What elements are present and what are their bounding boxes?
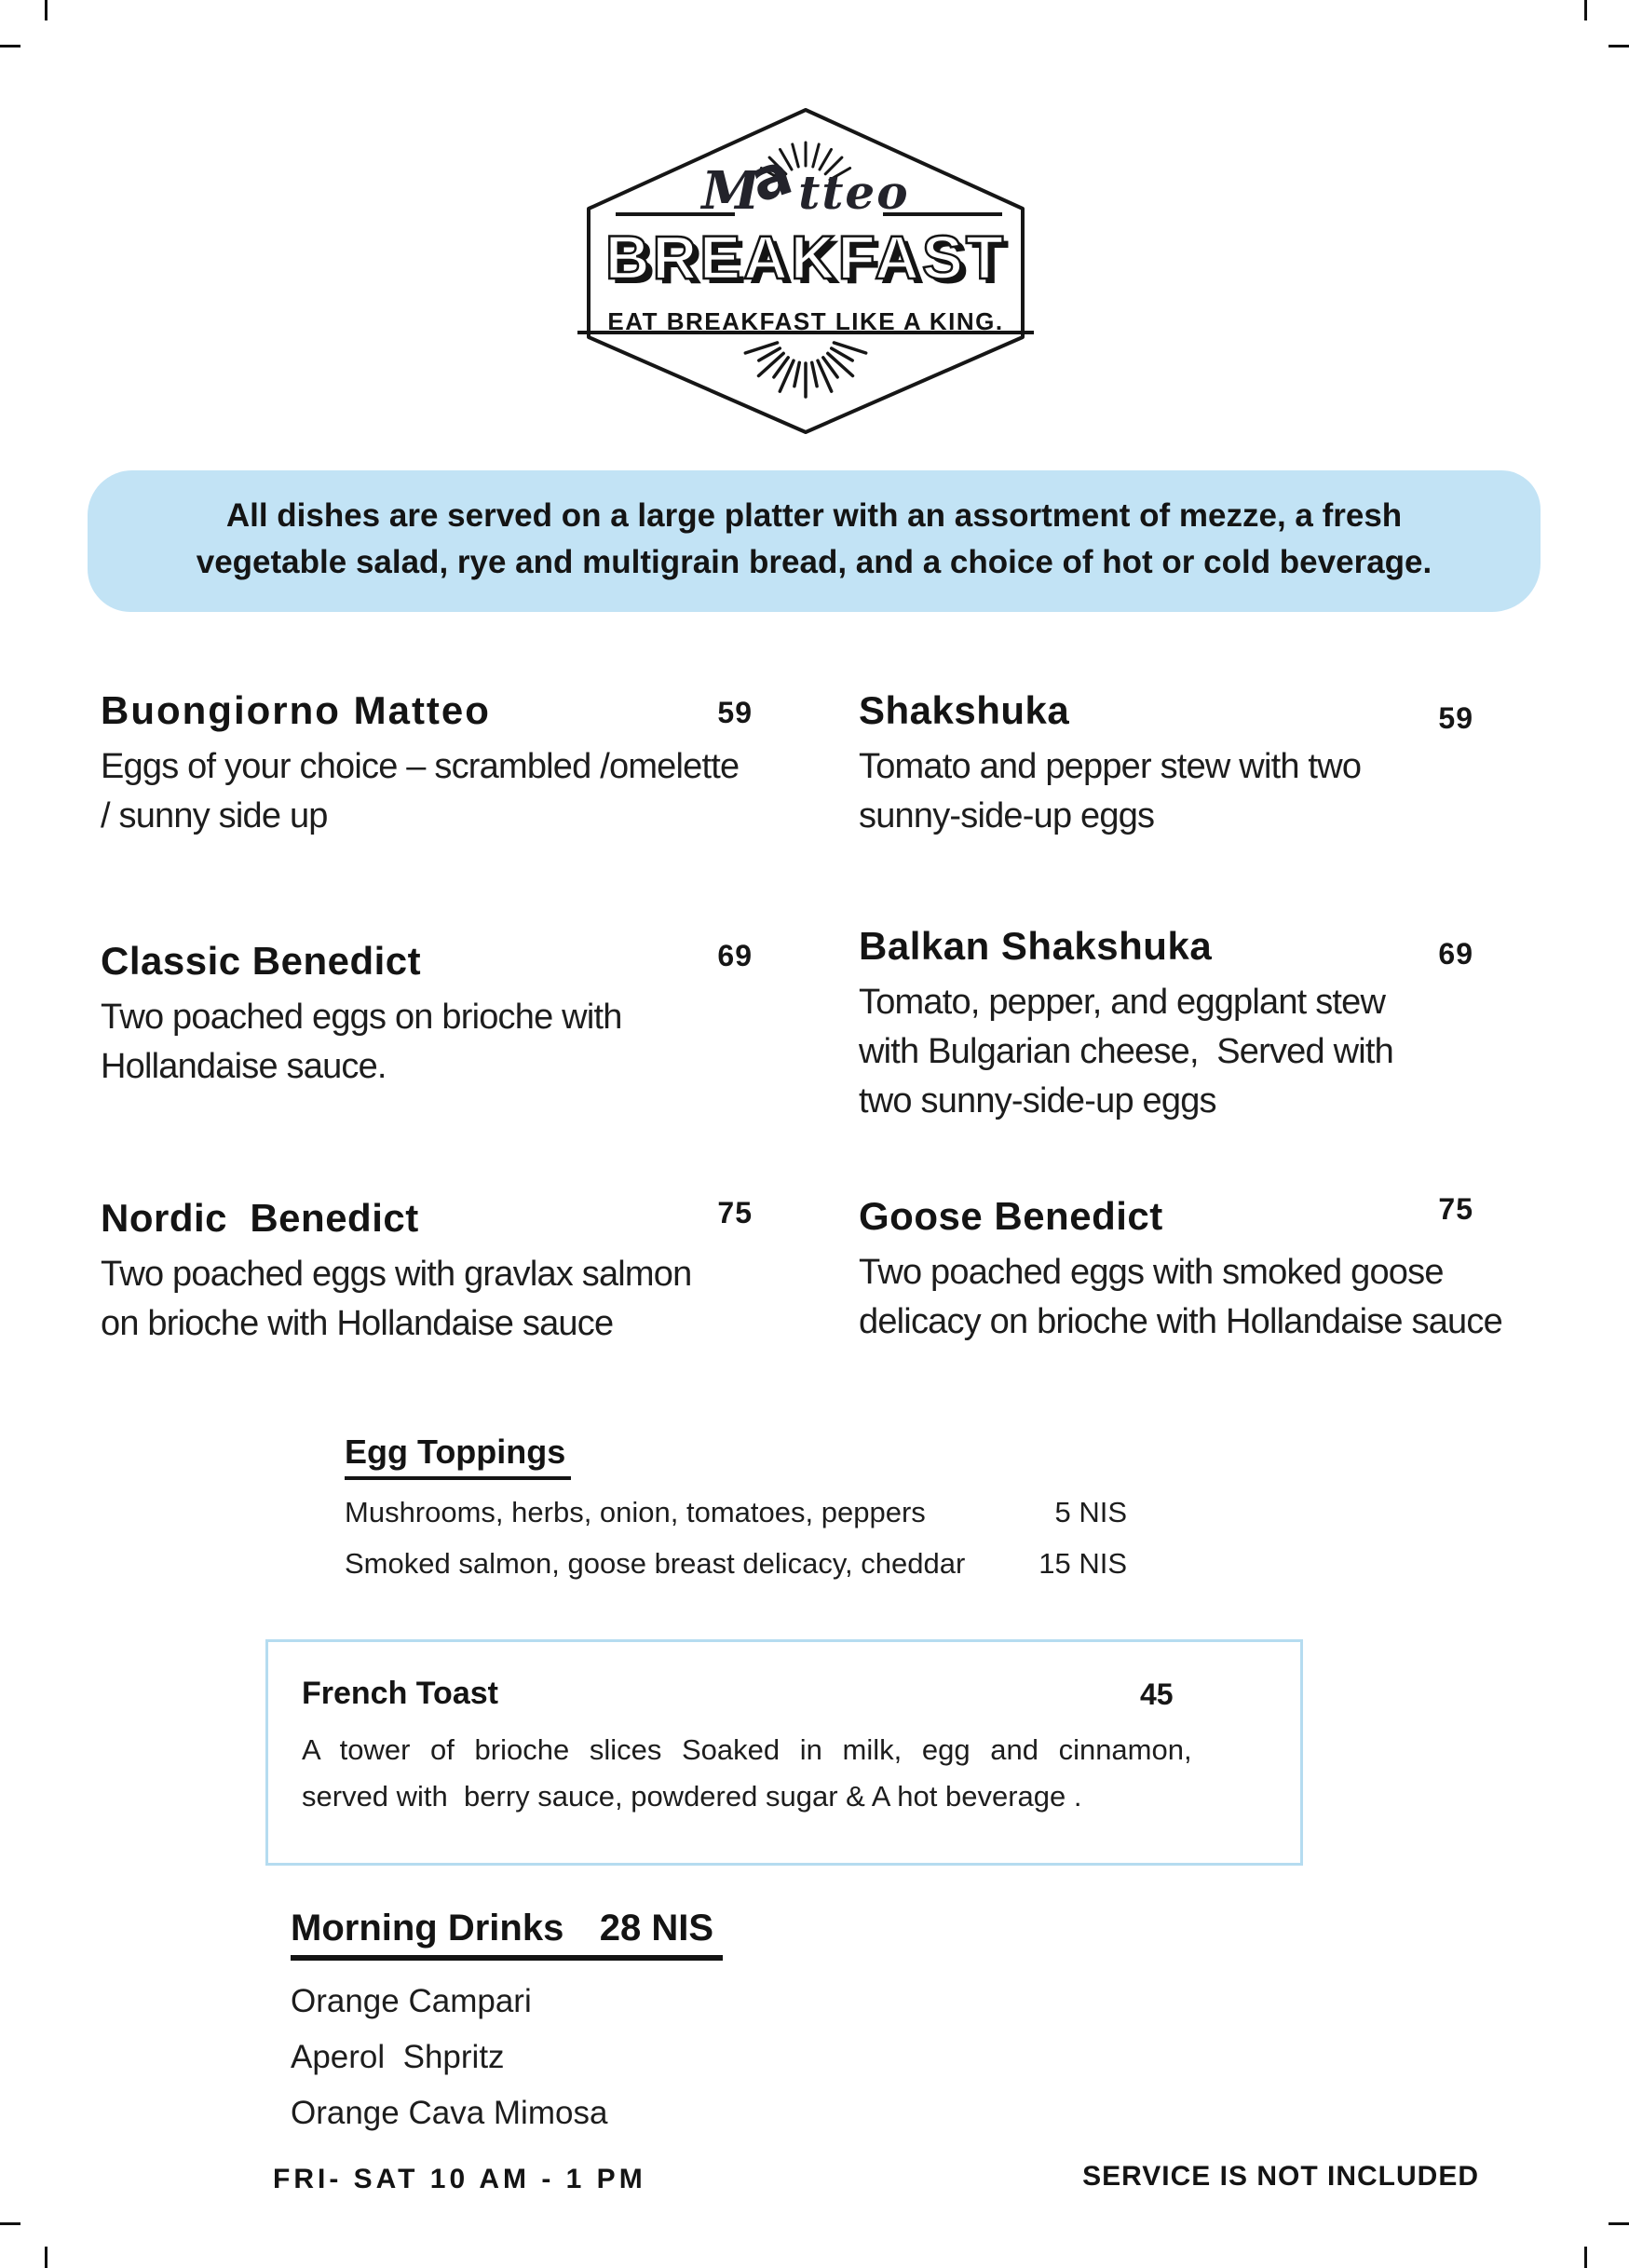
crop-mark-bottom-left-h bbox=[0, 2222, 20, 2225]
menu-item-nordic-benedict bbox=[101, 1194, 753, 1349]
morning-drinks-section bbox=[291, 1908, 723, 2141]
footer-service-note: SERVICE IS NOT INCLUDED bbox=[1082, 2161, 1479, 2192]
item-desc-line: Two poached eggs on brioche with bbox=[101, 998, 622, 1037]
item-price: 59 bbox=[717, 696, 753, 729]
french-toast-price: 45 bbox=[1140, 1677, 1174, 1711]
item-desc-line: Hollandaise sauce. bbox=[101, 1047, 387, 1086]
menu-item-buongiorno-matteo bbox=[101, 686, 753, 841]
banner-line-1: All dishes are served on a large platter with an assortment of mezze, a fresh bbox=[225, 497, 1403, 534]
crop-mark-bottom-left-v bbox=[45, 2247, 48, 2268]
egg-toppings-section bbox=[345, 1433, 1127, 1582]
logo-tagline: EAT BREAKFAST LIKE A KING. bbox=[607, 307, 1004, 335]
topping-price: 15 NIS bbox=[1038, 1547, 1127, 1580]
morning-drinks-list bbox=[291, 1974, 723, 2141]
item-desc-line: with Bulgarian cheese, Served with bbox=[859, 1032, 1393, 1071]
morning-drinks-title: Morning Drinks bbox=[291, 1908, 564, 1949]
logo-badge bbox=[570, 104, 1041, 438]
logo-title: BREAKFAST bbox=[604, 223, 1007, 292]
brand-letters-tteo: tteo bbox=[798, 165, 910, 220]
item-desc-line: Tomato and pepper stew with two bbox=[859, 747, 1362, 786]
french-toast-box bbox=[265, 1639, 1303, 1866]
footer-hours: FRI- SAT 10 AM - 1 PM bbox=[273, 2164, 646, 2194]
info-banner bbox=[88, 470, 1541, 612]
sunburst-bottom bbox=[745, 343, 865, 397]
item-desc-line: sunny-side-up eggs bbox=[859, 796, 1155, 835]
drink-item: Aperol Shpritz bbox=[291, 2039, 505, 2075]
french-toast-desc-line: A tower of brioche slices Soaked in milk, egg and cinnamon, bbox=[302, 1733, 1192, 1766]
item-desc-line: Two poached eggs with gravlax salmon bbox=[101, 1255, 692, 1294]
menu-item-shakshuka bbox=[859, 686, 1473, 841]
brand-letter-m: M bbox=[701, 160, 760, 222]
morning-drinks-price: 28 NIS bbox=[599, 1908, 714, 1949]
item-price: 69 bbox=[717, 939, 753, 972]
item-name: Balkan Shakshuka bbox=[859, 924, 1213, 968]
item-price: 59 bbox=[1438, 701, 1473, 735]
item-price: 75 bbox=[717, 1196, 753, 1229]
egg-toppings-title: Egg Toppings bbox=[345, 1433, 571, 1480]
french-toast-desc-line: served with berry sauce, powdered sugar & A hot beverage . bbox=[302, 1780, 1082, 1813]
french-toast-name: French Toast bbox=[302, 1676, 498, 1711]
topping-text: Mushrooms, herbs, onion, tomatoes, peppers bbox=[345, 1496, 926, 1528]
topping-row bbox=[345, 1493, 1127, 1531]
brand-script bbox=[570, 139, 1041, 223]
menu-item-balkan-shakshuka bbox=[859, 922, 1473, 1126]
crop-mark-top-right-v bbox=[1584, 0, 1587, 20]
item-desc-line: Eggs of your choice – scrambled /omelette bbox=[101, 747, 740, 786]
item-price: 75 bbox=[1438, 1192, 1473, 1226]
item-desc-line: / sunny side up bbox=[101, 796, 328, 835]
banner-line-2: vegetable salad, rye and multigrain bread, and a choice of hot or cold beverage. bbox=[196, 544, 1432, 580]
brand-letter-a: a bbox=[742, 139, 801, 216]
crop-mark-bottom-right-v bbox=[1584, 2247, 1587, 2268]
crop-mark-top-left-v bbox=[45, 0, 48, 20]
item-desc-line: delicacy on brioche with Hollandaise sauce bbox=[859, 1302, 1502, 1341]
item-name: Goose Benedict bbox=[859, 1194, 1163, 1238]
topping-text: Smoked salmon, goose breast delicacy, cheddar bbox=[345, 1547, 966, 1580]
menu-item-goose-benedict bbox=[859, 1192, 1502, 1347]
item-name: Classic Benedict bbox=[101, 939, 422, 983]
item-name: Buongiorno Matteo bbox=[101, 688, 491, 732]
topping-row bbox=[345, 1544, 1127, 1582]
item-desc-line: two sunny-side-up eggs bbox=[859, 1081, 1216, 1120]
item-name: Shakshuka bbox=[859, 688, 1070, 732]
item-desc-line: Tomato, pepper, and eggplant stew bbox=[859, 983, 1386, 1022]
item-price: 69 bbox=[1438, 937, 1473, 971]
drink-item: Orange Campari bbox=[291, 1983, 532, 2019]
item-desc-line: Two poached eggs with smoked goose bbox=[859, 1253, 1444, 1292]
crop-mark-top-right-h bbox=[1609, 45, 1629, 48]
crop-mark-bottom-right-h bbox=[1609, 2222, 1629, 2225]
item-name: Nordic Benedict bbox=[101, 1196, 419, 1240]
morning-drinks-heading bbox=[291, 1908, 723, 1961]
menu-item-classic-benedict bbox=[101, 937, 753, 1092]
item-desc-line: on brioche with Hollandaise sauce bbox=[101, 1304, 614, 1343]
drink-item: Orange Cava Mimosa bbox=[291, 2095, 608, 2131]
crop-mark-top-left-h bbox=[0, 45, 20, 48]
topping-price: 5 NIS bbox=[1054, 1496, 1127, 1528]
